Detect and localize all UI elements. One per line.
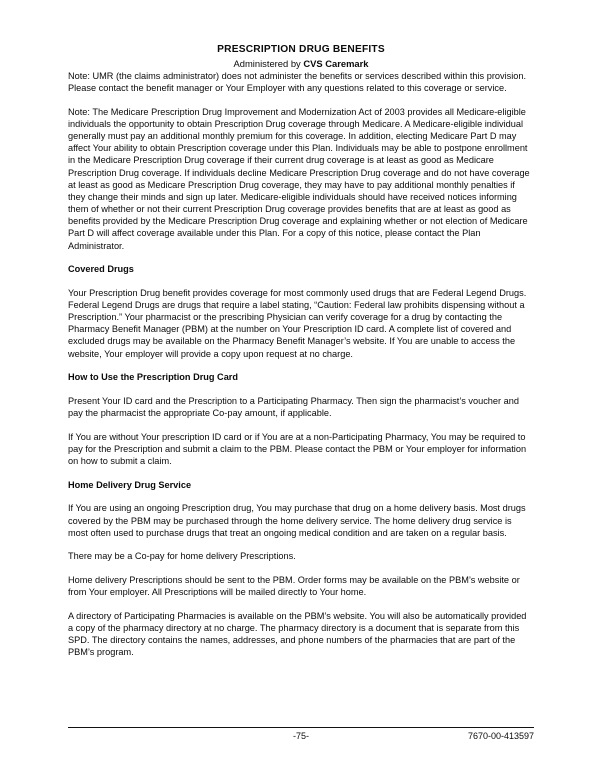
paragraph-covered-drugs: Your Prescription Drug benefit provides coverage for most commonly used drugs that are Federal Legend Drugs. Federal Legend Drugs are drugs that require a label stating, “Caution: Federal law prohibits dispensing without a Prescription.” Your pharmacist or the prescribing Physician can verify coverage for a drug by contacting the Pharmacy Benefit Manager (PBM) at the number on Your Prescription ID card. A complete list of covered and excluded drugs may be available on the Pharmacy Benefit Manager’s website. If You are unable to access the website, Your employer will provide a copy upon request at no charge. (68, 287, 527, 359)
page-content (68, 43, 534, 658)
paragraph-home-delivery-1: If You are using an ongoing Prescription drug, You may purchase that drug on a home delivery basis. Most drugs covered by the PBM may be purchased through the home delivery service. The home delivery drug service is most often used to purchase drugs that treat an ongoing medical condition and are taken on a regular basis. (68, 503, 526, 538)
paragraph-note-umr: Note: UMR (the claims administrator) does not administer the benefits or services described within this provision. Please contact the benefit manager or Your Employer with any questions related to this coverage or service. (68, 71, 527, 94)
page-footer (68, 727, 534, 747)
administrator-name: CVS Caremark (303, 58, 369, 69)
heading-covered-drugs: Covered Drugs (68, 264, 134, 275)
heading-home-delivery: Home Delivery Drug Service (68, 479, 192, 490)
footer-page-number: -75- (292, 731, 309, 741)
paragraph-how-to-use-1: Present Your ID card and the Prescription to a Participating Pharmacy. Then sign the pharmacist’s voucher and pay the pharmacist the appropriate Co-pay amount, if applicable. (68, 395, 519, 419)
paragraph-home-delivery-2: There may be a Co-pay for home delivery Prescriptions. (68, 551, 296, 562)
paragraph-how-to-use-2: If You are without Your prescription ID card or if You are at a non-Participating Pharmacy, You may be required to pay for the Prescription and submit a claim to the PBM. Please contact the PBM or Your employer for information on how to submit a claim. (68, 431, 527, 467)
administered-by-prefix: Administered by (233, 58, 304, 69)
footer-divider (68, 727, 534, 728)
page-title: PRESCRIPTION DRUG BENEFITS (217, 44, 385, 55)
paragraph-note-medicare: Note: The Medicare Prescription Drug Improvement and Modernization Act of 2003 provides all Medicare-eligible individuals the opportunity to obtain Prescription Drug coverage through Medicare. A Medicare-eligible individual generally must pay an additional monthly premium for this coverage. In addition, electing Medicare Part D may affect Your ability to obtain Prescription coverage under this Plan. Individuals may be able to postpone enrollment in the Medicare Prescription Drug coverage if their current drug coverage is at least as good as Medicare Prescription Drug coverage. If individuals decline Medicare Prescription Drug coverage and do not have coverage at least as good as Medicare Prescription Drug coverage, they may have to pay additional monthly penalties if they change their minds and sign up later. Medicare-eligible individuals should have received notices informing them of whether or not their current Prescription Drug coverage provides benefits that are at least as good as benefits provided by the Medicare Prescription Drug coverage and explaining whether or not election of Medicare Part D will affect coverage available under this Plan. For a copy of this notice, please contact the Plan Administrator. (68, 106, 530, 251)
document-header (68, 43, 534, 70)
paragraph-home-delivery-3: Home delivery Prescriptions should be sent to the PBM. Order forms may be available on the PBM’s website or from Your employer. All Prescriptions will be mailed directly to Your home. (68, 575, 520, 598)
footer-row (68, 731, 534, 747)
paragraph-home-delivery-4: A directory of Participating Pharmacies is available on the PBM’s website. You will also be automatically provided a copy of the pharmacy directory at no charge. The pharmacy directory is a document that is separate from this SPD. The directory contains the names, addresses, and phone numbers of the pharmacies that are part of the PBM’s program. (68, 610, 527, 658)
heading-how-to-use-card: How to Use the Prescription Drug Card (68, 372, 238, 383)
administered-by-line (68, 57, 534, 70)
footer-document-code: 7670-00-413597 (467, 731, 534, 741)
